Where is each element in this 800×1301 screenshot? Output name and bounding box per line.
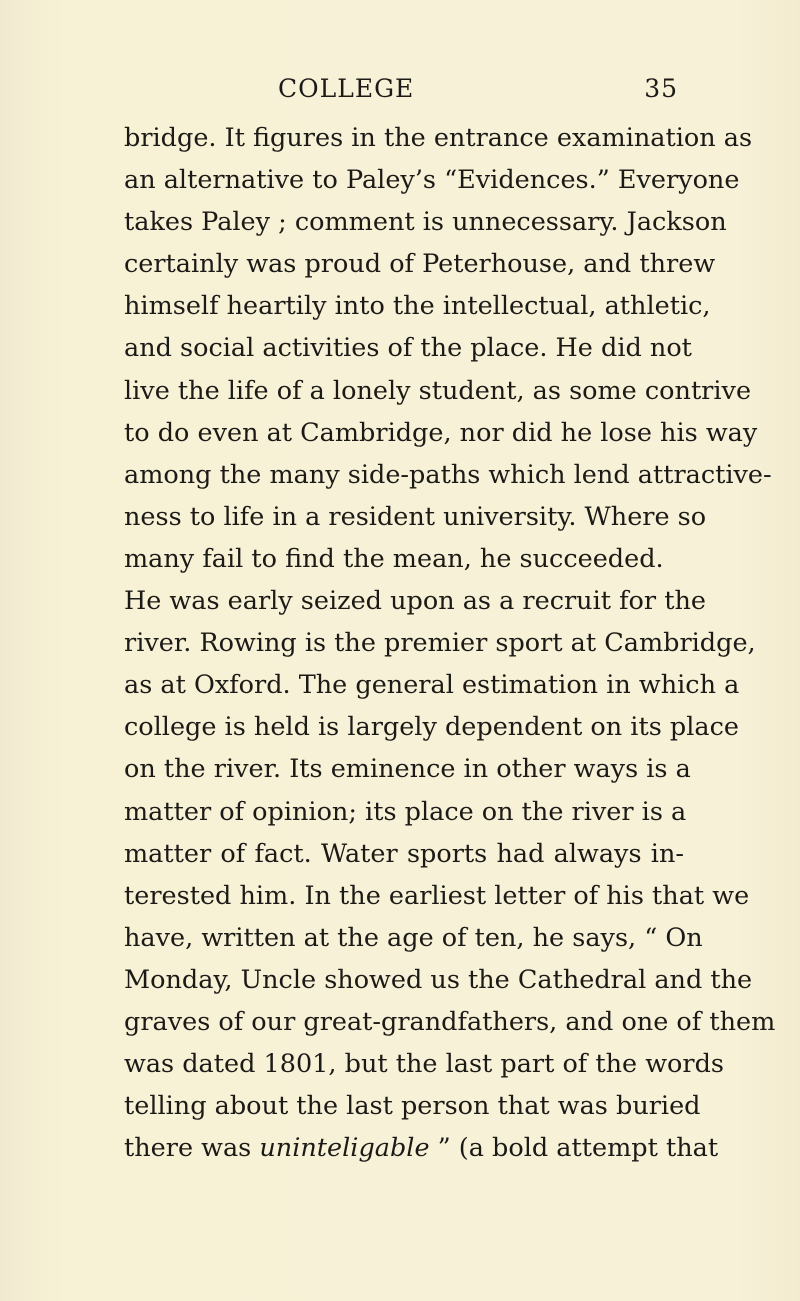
text-line: was dated 1801, but the last part of the words	[124, 1049, 724, 1080]
text-line: on the river. Its eminence in other ways is a	[124, 754, 691, 785]
text-line: river. Rowing is the premier sport at Cambridge,	[124, 628, 756, 659]
text-line: among the many side-paths which lend attractive-	[124, 459, 772, 490]
text-line: himself heartily into the intellectual, athletic,	[124, 291, 711, 322]
text-line: Monday, Uncle showed us the Cathedral and the	[124, 964, 753, 995]
body-text	[124, 117, 776, 1169]
text-line: certainly was proud of Peterhouse, and threw	[124, 249, 716, 280]
running-title: COLLEGE	[278, 74, 415, 103]
text-line: matter of fact. Water sports had always in-	[124, 838, 684, 869]
text-line: to do even at Cambridge, nor did he lose his way	[124, 417, 758, 448]
text-line: takes Paley ; comment is unnecessary. Jackson	[124, 207, 727, 238]
text-line: terested him. In the earliest letter of his that we	[124, 880, 750, 911]
text-line: as at Oxford. The general estimation in which a	[124, 670, 740, 701]
text-line: bridge. It figures in the entrance examination as	[124, 123, 753, 153]
text-line: He was early seized upon as a recruit for the	[124, 586, 706, 617]
quoted-misspelling: uninteligable	[259, 1133, 430, 1164]
text-line: college is held is largely dependent on its place	[124, 712, 739, 743]
text-line: many fail to find the mean, he succeeded.	[124, 543, 664, 574]
text-line: have, written at the age of ten, he says, “ On	[124, 922, 703, 953]
text-line: telling about the last person that was buried	[124, 1091, 701, 1122]
text-line: an alternative to Paley’s “Evidences.” Everyone	[124, 165, 740, 196]
final-line-end: ” (a bold attempt that	[429, 1133, 719, 1164]
text-line: ness to life in a resident university. Where so	[124, 501, 707, 532]
text-line: graves of our great-grandfathers, and one of them	[124, 1006, 776, 1037]
text-line: live the life of a lonely student, as some contrive	[124, 375, 752, 406]
final-text-line	[124, 1127, 719, 1169]
page-number: 35	[644, 74, 678, 103]
running-head	[278, 74, 678, 114]
final-line-start: there was	[124, 1133, 260, 1164]
text-line: and social activities of the place. He did not	[124, 333, 692, 364]
text-line: matter of opinion; its place on the river is a	[124, 796, 687, 827]
